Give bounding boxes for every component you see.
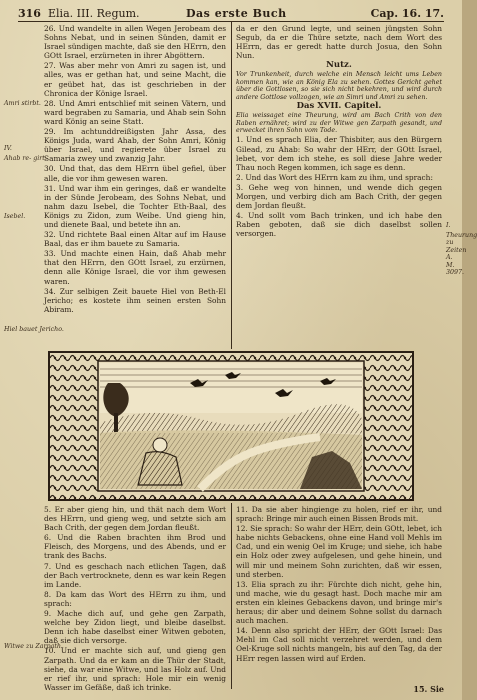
verse-continuation: da er den Grund legte, und seinen jüngsten Sohn Segub, da er die Thüre setzte, nach dem Wort des HErrn, das er geredt hatte durch Josua, den Sohn Nun. — [236, 24, 442, 61]
verse: 27. Was aber mehr von Amri zu sagen ist, und alles, was er gethan hat, und seine Macht, die er geübet hat, das ist geschrieben in der Chronica der Könige Israel. — [44, 61, 226, 98]
running-book: Elia. III. Regum. — [48, 7, 140, 20]
margin-note: IV. — [4, 145, 12, 152]
margin-note: Amri stirbt. — [4, 100, 41, 107]
verse: 12. Sie sprach: So wahr der HErr, dein GOtt, lebet, ich habe nichts Gebackens, ohne eine Hand voll Mehls im Cad, und ein wenig Oel im Kruge; und siehe, ich habe ein Holz oder zwey aufgelesen, und gehe hinein, und will mir und meinem Sohn zurichten, daß wir essen, und sterben. — [236, 524, 442, 579]
margin-note: Isebel. — [4, 213, 26, 220]
margin-note: Hiel bauet Jericho. — [4, 326, 64, 333]
verse: 8. Da kam das Wort des HErrn zu ihm, und sprach: — [44, 589, 226, 608]
column-rule-top — [231, 22, 232, 349]
verse: 11. Da sie aber hingienge zu holen, rief er ihr, und sprach: Bringe mir auch einen Bissen Brods mit. — [236, 505, 442, 524]
verse: 4. Und sollt vom Bach trinken, und ich habe den Raben geboten, daß sie dich daselbst sollen versorgen. — [236, 211, 442, 239]
verse: 30. Und that, das dem HErrn übel gefiel, über alle, die vor ihm gewesen waren. — [44, 164, 226, 183]
chapter-summary: Elia weissaget eine Theurung, wird am Bach Crith von den Raben ernähret; wird zu der Witwe gen Zarpath gesandt, und erwecket ihren Sohn vom Tode. — [236, 112, 442, 134]
left-column-top — [44, 24, 226, 315]
margin-note: I. — [446, 222, 451, 229]
margin-right — [446, 0, 477, 700]
woodcut-svg — [50, 353, 412, 499]
nutz-heading: Nutz. — [326, 60, 352, 71]
running-chapter: Cap. 16. 17. — [370, 7, 444, 20]
right-column-top — [236, 24, 442, 239]
catchword: 15. Sie — [413, 684, 444, 694]
verse: 28. Und Amri entschlief mit seinen Vätern, und ward begraben zu Samaria, und Ahab sein Sohn ward König an seine Statt. — [44, 98, 226, 126]
verse: 33. Und machte einen Hain, daß Ahab mehr that den HErrn, den GOtt Israel, zu erzürnen, denn alle Könige Israel, die vor ihm gewesen waren. — [44, 249, 226, 286]
verse: 13. Elia sprach zu ihr: Fürchte dich nicht, gehe hin, und mache, wie du gesagt hast. Doch mache mir am ersten ein kleines Gebackens davon, und bringe mir's heraus; dir aber und deinem Sohne sollst du darnach auch machen. — [236, 579, 442, 626]
verse: 26. Und wandelte in allen Wegen Jerobeam des Sohns Nebat, und in seinen Sünden, damit er Israel sündigen machte, daß sie den HErrn, den GOtt Israel, erzürneten in ihrer Abgöttern. — [44, 24, 226, 61]
chapter-title: Das XVII. Capitel. — [296, 101, 382, 112]
verse: 2. Und das Wort des HErrn kam zu ihm, und sprach: — [236, 172, 433, 182]
verse: 5. Er aber gieng hin, und thät nach dem Wort des HErrn, und gieng weg, und setzte sich am Bach Crith, der gegen dem Jordan fleußt. — [44, 505, 226, 533]
running-title: Das erste Buch — [186, 7, 287, 20]
margin-left — [4, 0, 64, 700]
right-column-bottom — [236, 505, 442, 664]
page-header — [18, 7, 444, 22]
verse: 3. Gehe weg von hinnen, und wende dich gegen Morgen, und verbirg dich am Bach Crith, der gegen dem Jordan fleußt. — [236, 182, 442, 211]
woodcut-illustration — [48, 351, 414, 501]
nutz-text: Vor Trunkenheit, durch welche ein Mensch leicht ums Leben kommen kan, wie an König Ela zu sehen. Gottes Gericht gehet über die Gottlosen, so sie sich nicht bekehren, und wird durch andere Gottlose vollzogen, wie an Simri und Amri zu sehen. — [236, 71, 442, 101]
verse: 7. Und es geschach nach etlichen Tagen, daß der Bach vertrocknete, denn es war kein Regen im Lande. — [44, 561, 226, 589]
verse: 6. Und die Raben brachten ihm Brod und Fleisch, des Morgens, und des Abends, und er trank des Bachs. — [44, 533, 226, 561]
verse: 32. Und richtete Baal einen Altar auf im Hause Baal, das er ihm bauete zu Samaria. — [44, 230, 226, 249]
column-rule-bottom — [231, 503, 232, 689]
margin-note: Witwe zu Zarpath. — [4, 643, 63, 650]
margin-note: Ahab re- girt. — [4, 155, 47, 162]
verse: 29. Im achtunddreißigsten Jahr Assa, des Königs Juda, ward Ahab, der Sohn Amri, König über Israel, und regierete über Israel zu Samaria zwey und zwanzig Jahr. — [44, 127, 226, 164]
verse: 10. Und er machte sich auf, und gieng gen Zarpath. Und da er kam an die Thür der Stadt, siehe, da war eine Witwe, und las Holz auf. Und er rief ihr, und sprach: Hole mir ein wenig Wasser im Gefäße, daß ich trinke. — [44, 646, 226, 692]
left-column-bottom — [44, 505, 226, 693]
verse: 31. Und war ihm ein geringes, daß er wandelte in der Sünde Jerobeam, des Sohns Nebat, und nahm dazu Isebel, die Tochter Eth-Baal, des Königs zu Zidon, zum Weibe. Und gieng hin, und dienete Baal, und betete ihn an. — [44, 183, 226, 229]
verse: 1. Und es sprach Elia, der Thisbiter, aus den Bürgern Gilead, zu Ahab: So wahr der HErr, der GOtt Israel, lebet, vor dem ich stehe, es soll diese Jahre weder Thau noch Regen kommen, ich sage es denn. — [236, 135, 442, 172]
margin-note: Theurung zu Zeiten A. M. 3097. — [446, 232, 477, 277]
verse: 14. Denn also spricht der HErr, der GOtt Israel: Das Mehl im Cad soll nicht verzehret werden, und dem Oel-Kruge soll nichts mangeln, bis auf den Tag, da der HErr regen lassen wird auf Erden. — [236, 626, 442, 663]
page-number: 316 — [18, 7, 41, 20]
verse: 34. Zur selbigen Zeit bauete Hiel von Beth-El Jericho; es kostete ihm seinen ersten Sohn Abiram. — [44, 286, 226, 314]
verse: 9. Mache dich auf, und gehe gen Zarpath, welche bey Zidon liegt, und bleibe daselbst. Denn ich habe daselbst einer Witwen geboten, daß sie dich versorge. — [44, 609, 226, 646]
